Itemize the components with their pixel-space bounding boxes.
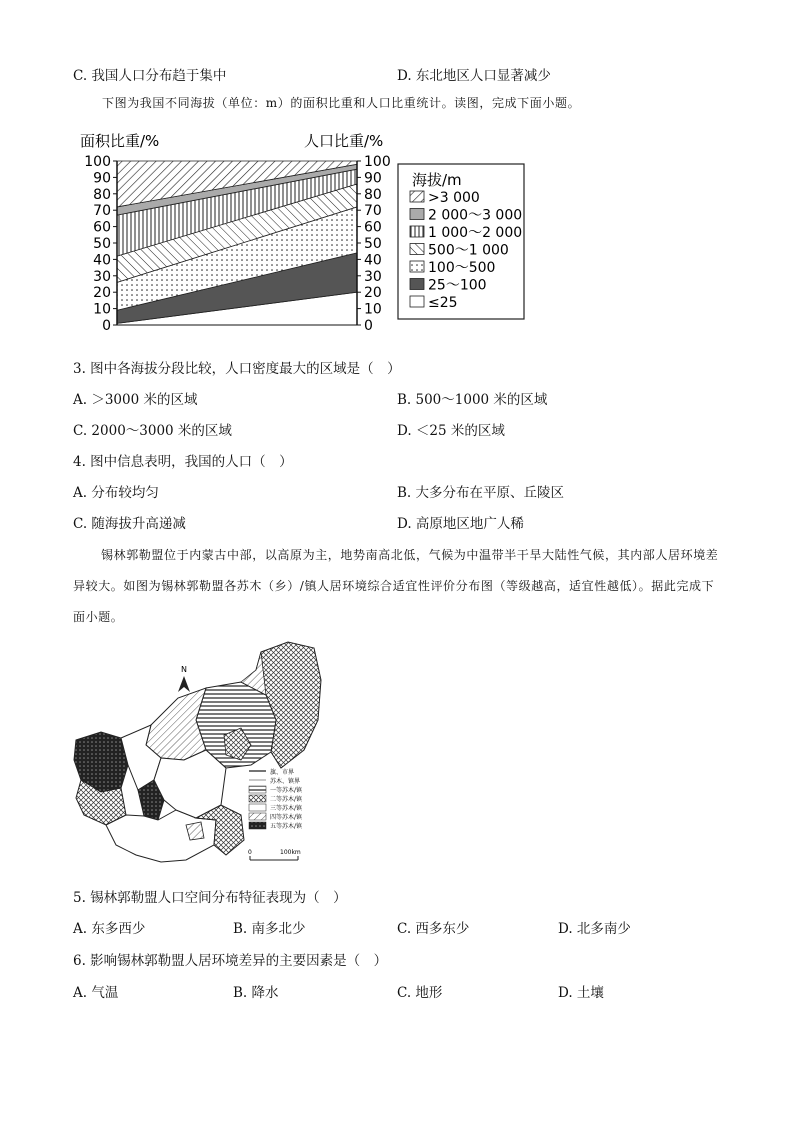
q6-option-b: B. 降水 xyxy=(233,985,279,1001)
svg-text:0: 0 xyxy=(248,849,252,856)
altitude-area-chart xyxy=(70,128,540,338)
map-legend-swatch xyxy=(249,813,266,820)
right-tick-label: 40 xyxy=(364,252,382,269)
map-legend-swatch xyxy=(249,795,266,802)
map-legend xyxy=(249,768,303,830)
left-tick-label: 20 xyxy=(93,285,111,302)
left-tick-label: 100 xyxy=(84,154,111,170)
legend-swatch xyxy=(410,296,424,307)
left-tick-label: 70 xyxy=(93,203,111,220)
xilingol-map xyxy=(66,640,336,878)
legend-swatch xyxy=(410,261,424,272)
map-legend-label: 二等苏木/镇 xyxy=(270,796,303,803)
right-axis-label: 人口比重/% xyxy=(304,132,384,150)
q4-option-a: A. 分布较均匀 xyxy=(73,485,159,501)
left-tick-label: 80 xyxy=(93,186,111,203)
right-tick-label: 70 xyxy=(364,203,382,220)
q4-option-b: B. 大多分布在平原、丘陵区 xyxy=(397,485,565,501)
right-tick-label: 10 xyxy=(364,301,382,318)
q5-stem: 5. 锡林郭勒盟人口空间分布特征表现为（ ） xyxy=(73,890,347,906)
q6-option-d: D. 土壤 xyxy=(558,985,604,1001)
left-tick-label: 60 xyxy=(93,219,111,236)
q6-option-a: A. 气温 xyxy=(73,985,119,1001)
map-legend-swatch xyxy=(249,822,266,829)
legend-label: ≤25 xyxy=(428,295,458,311)
legend-label: >3 000 xyxy=(428,190,480,206)
q5-option-c: C. 西多东少 xyxy=(397,921,470,937)
right-tick-label: 80 xyxy=(364,186,382,203)
legend-label: 2 000～3 000 xyxy=(428,207,523,224)
north-arrow-icon xyxy=(178,665,190,692)
svg-text:100km: 100km xyxy=(280,849,301,856)
right-tick-label: 60 xyxy=(364,219,382,236)
legend-swatch xyxy=(410,191,424,202)
q6-stem: 6. 影响锡林郭勒盟人居环境差异的主要因素是（ ） xyxy=(73,953,388,969)
left-tick-label: 50 xyxy=(93,236,111,252)
map-intro: 锡林郭勒盟位于内蒙古中部，以高原为主，地势南高北低，气候为中温带半干旱大陆性气候，其内部人居环境差异较大。如图为锡林郭勒盟各苏木（乡）/镇人居环境综合适宜性评价分布图（等级越高，适宜性越低）。据此完成下面小题。 xyxy=(73,548,719,624)
legend-label: 100～500 xyxy=(428,260,496,276)
q3-option-b: B. 500～1000 米的区域 xyxy=(397,392,548,408)
legend-label: 1 000～2 000 xyxy=(428,225,523,241)
right-tick-label: 30 xyxy=(364,268,382,285)
q4-option-c: C. 随海拔升高递减 xyxy=(73,516,186,532)
left-tick-label: 0 xyxy=(102,318,111,334)
region-mid-white xyxy=(154,750,226,818)
q5-option-a: A. 东多西少 xyxy=(73,921,146,937)
q4-option-d: D. 高原地区地广人稀 xyxy=(397,516,524,532)
q3-option-a: A. ＞3000 米的区域 xyxy=(73,392,198,408)
left-tick-label: 90 xyxy=(93,170,111,187)
map-legend-label: 四等苏木/镇 xyxy=(270,814,303,821)
q5-option-d: D. 北多南少 xyxy=(558,921,631,937)
map-legend-label: 苏木、镇界 xyxy=(270,778,301,785)
right-tick-label: 20 xyxy=(364,285,382,302)
map-legend-swatch xyxy=(249,804,266,811)
prev-option-d: D. 东北地区人口显著减少 xyxy=(397,68,551,84)
q5-option-b: B. 南多北少 xyxy=(233,921,306,937)
legend-label: 500～1 000 xyxy=(428,242,509,259)
q6-option-c: C. 地形 xyxy=(397,985,443,1001)
prev-option-c: C. 我国人口分布趋于集中 xyxy=(73,68,227,84)
right-tick-label: 0 xyxy=(364,318,373,334)
q3-option-c: C. 2000～3000 米的区域 xyxy=(73,423,232,439)
legend-swatch xyxy=(410,226,424,237)
left-tick-label: 40 xyxy=(93,252,111,269)
legend-swatch xyxy=(410,244,424,255)
legend-label: 25～100 xyxy=(428,277,487,294)
map-legend-swatch xyxy=(249,786,266,793)
left-tick-label: 10 xyxy=(93,301,111,318)
region-center-diag xyxy=(146,688,206,760)
map-legend-label: 一等苏木/镇 xyxy=(270,787,303,794)
svg-text:N: N xyxy=(181,665,187,674)
q3-option-d: D. ＜25 米的区域 xyxy=(397,423,505,439)
map-legend-label: 五等苏木/镇 xyxy=(270,823,303,830)
legend-swatch xyxy=(410,209,424,220)
legend-swatch xyxy=(410,279,424,290)
right-tick-label: 90 xyxy=(364,170,382,187)
q4-stem: 4. 图中信息表明，我国的人口（ ） xyxy=(73,454,293,470)
chart-intro: 下图为我国不同海拔（单位：m）的面积比重和人口比重统计。读图，完成下面小题。 xyxy=(102,96,581,110)
left-tick-label: 30 xyxy=(93,268,111,285)
q3-stem: 3. 图中各海拔分段比较，人口密度最大的区域是（ ） xyxy=(73,361,401,377)
scale-bar xyxy=(248,849,301,860)
right-tick-label: 100 xyxy=(364,154,391,170)
legend-title: 海拔/m xyxy=(412,171,462,189)
left-axis-label: 面积比重/% xyxy=(80,132,160,150)
map-legend-label: 旗、市界 xyxy=(270,769,295,776)
map-legend-label: 三等苏木/镇 xyxy=(270,805,303,812)
right-tick-label: 50 xyxy=(364,236,382,252)
